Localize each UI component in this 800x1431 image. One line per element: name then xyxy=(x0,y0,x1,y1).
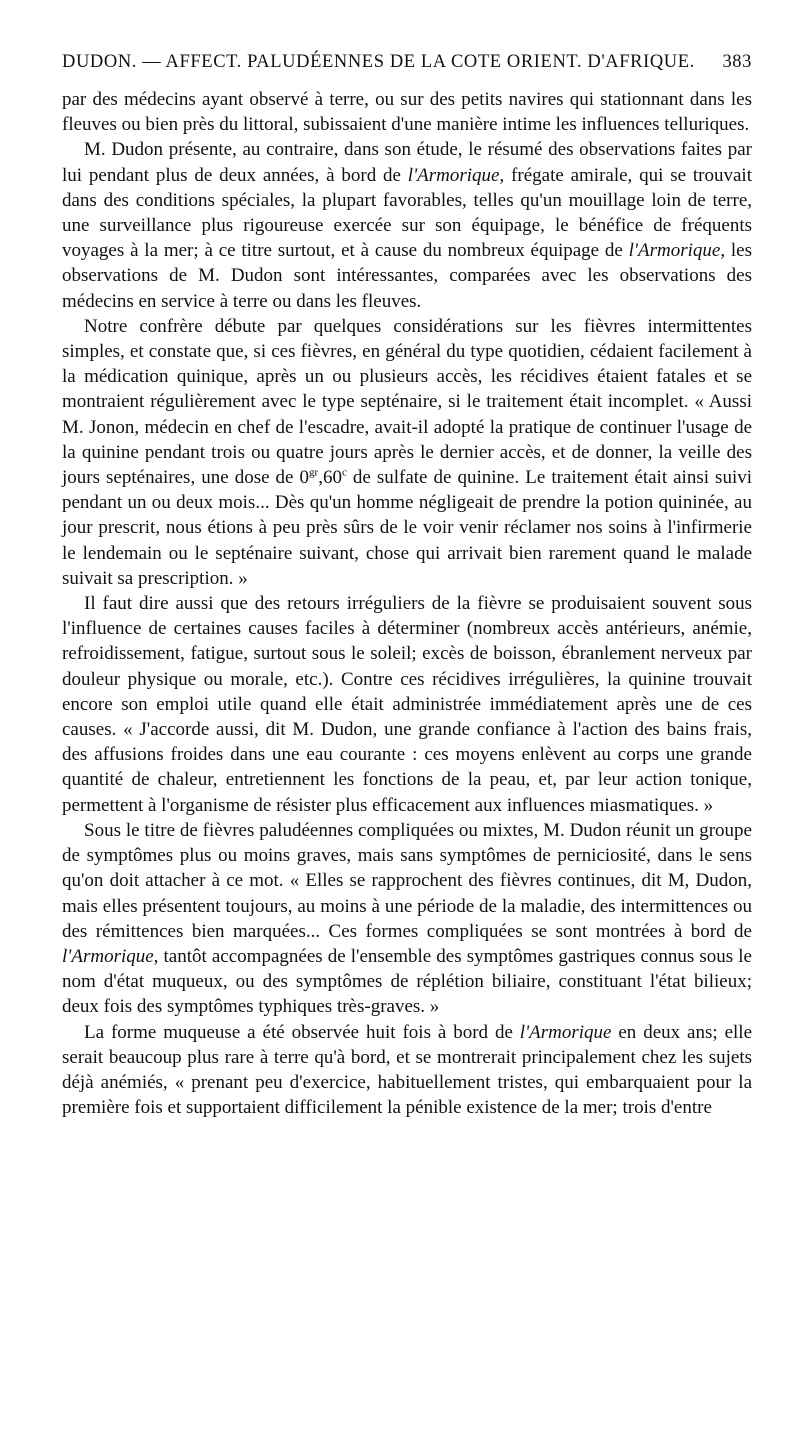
text-segment: Notre confrère débute par quelques considérations sur les fièvres intermittentes simples, et constate que, si ces fièvres, en général du type quotidien, cédaient facilement à la médication quinique, après un ou plusieurs accès, les récidives étaient fatales et se montraient régulièrement avec le type septénaire, si le traitement était incomplet. « Aussi M. Jonon, médecin en chef de l'escadre, avait-il adopté la pratique de continuer l'usage de la quinine pendant trois ou quatre jours après le dernier accès, et de donner, la veille des jours septénaires, une dose de 0 xyxy=(62,315,752,489)
text-segment: , frégate amirale, qui se trouvait dans des conditions spéciales, la plupart favorables, telles qu'un mouillage loin de terre, une surveillance plus rigoureuse exercée sur son équipage, le bénéfice de fréquents voyages à la mer; à ce titre surtout, et à cause du nombreux équipage de xyxy=(62,164,752,262)
paragraph-4 xyxy=(62,591,752,818)
paragraph-2 xyxy=(62,137,752,313)
paragraph-6 xyxy=(62,1020,752,1121)
ship-name: l'Armorique xyxy=(628,240,721,262)
paragraph-5 xyxy=(62,818,752,1020)
text-segment: M. Dudon présente, au contraire, dans son étude, le résumé des observations faites par lui pendant plus de deux années, à bord de xyxy=(62,139,752,186)
ship-name: l'Armorique xyxy=(407,164,500,186)
text-segment: ,60 xyxy=(318,467,342,489)
running-head xyxy=(62,52,752,73)
running-title: DUDON. — AFFECT. PALUDÉENNES DE LA COTE ORIENT. D'AFRIQUE. xyxy=(62,52,695,72)
text-segment: , tantôt accompagnées de l'ensemble des symptômes gastriques connus sous le nom d'état muqueux, ou des symptômes de réplétion biliaire, constituant l'état bilieux; deux fois des symptômes typhiques très-graves. » xyxy=(62,945,752,1018)
text-segment: par des médecins ayant observé à terre, ou sur des petits navires qui stationnant dans les fleuves ou bien près du littoral, subissaient d'une manière intime les influences telluriques. xyxy=(62,89,752,136)
body-text xyxy=(62,87,752,1120)
ship-name: l'Armorique xyxy=(62,945,154,967)
unit-centigrams: c xyxy=(341,466,347,479)
text-segment: en deux ans; elle serait beaucoup plus rare à terre qu'à bord, et se montrerait principalement chez les sujets déjà anémiés, « prenant peu d'exercice, habituellement tristes, qui embarquaient pour la première fois et supportaient difficilement la pénible existence de la mer; trois d'entre xyxy=(62,1021,752,1119)
text-segment: Sous le titre de fièvres paludéennes compliquées ou mixtes, M. Dudon réunit un groupe de symptômes plus ou moins graves, mais sans symptômes de perniciosité, dans le sens qu'on doit attacher à ce mot. « Elles se rapprochent des fièvres continues, dit M, Dudon, mais elles présentent toujours, au moins à une période de la maladie, des intermittences ou des rémittences bien marquées... Ces formes compliquées se sont montrées à bord de xyxy=(62,819,752,942)
text-segment: , les observations de M. Dudon sont intéressantes, comparées avec les observations des médecins en service à terre ou dans les fleuves. xyxy=(62,240,752,312)
page-number: 383 xyxy=(722,52,752,72)
page xyxy=(62,52,752,1120)
text-segment: La forme muqueuse a été observée huit fois à bord de xyxy=(84,1021,520,1043)
text-segment: Il faut dire aussi que des retours irréguliers de la fièvre se produisaient souvent sous l'influence de certaines causes faciles à déterminer (nombreux accès antérieurs, anémie, refroidissement, fatigue, surtout sous le soleil; excès de boisson, ébranlement nerveux par douleur physique ou morale, etc.). Contre ces récidives irrégulières, la quinine trouvait encore son emploi utile quand elle était administrée immédiatement après une de ces causes. « J'accorde aussi, dit M. Dudon, une grande confiance à l'action des bains frais, des affusions froides dans une eau courante : ces moyens enlèvent au corps une grande quantité de chaleur, entretiennent les fonctions de la peau, et, par leur action tonique, permettent à l'organisme de résister plus efficacement aux influences miasmatiques. » xyxy=(62,593,752,816)
unit-grams: gr xyxy=(309,466,319,479)
paragraph-3 xyxy=(62,314,752,591)
paragraph-1 xyxy=(62,87,752,137)
text-segment: de sulfate de quinine. Le traitement était ainsi suivi pendant un ou deux mois... Dès qu'un homme négligeait de prendre la potion quininée, au jour prescrit, nous étions à peu près sûrs de le voir venir réclamer nos soins à l'infirmerie le lendemain ou le septénaire suivant, chose qui arrivait bien rarement quand le malade suivait sa prescription. » xyxy=(62,467,752,589)
ship-name: l'Armorique xyxy=(519,1021,612,1043)
